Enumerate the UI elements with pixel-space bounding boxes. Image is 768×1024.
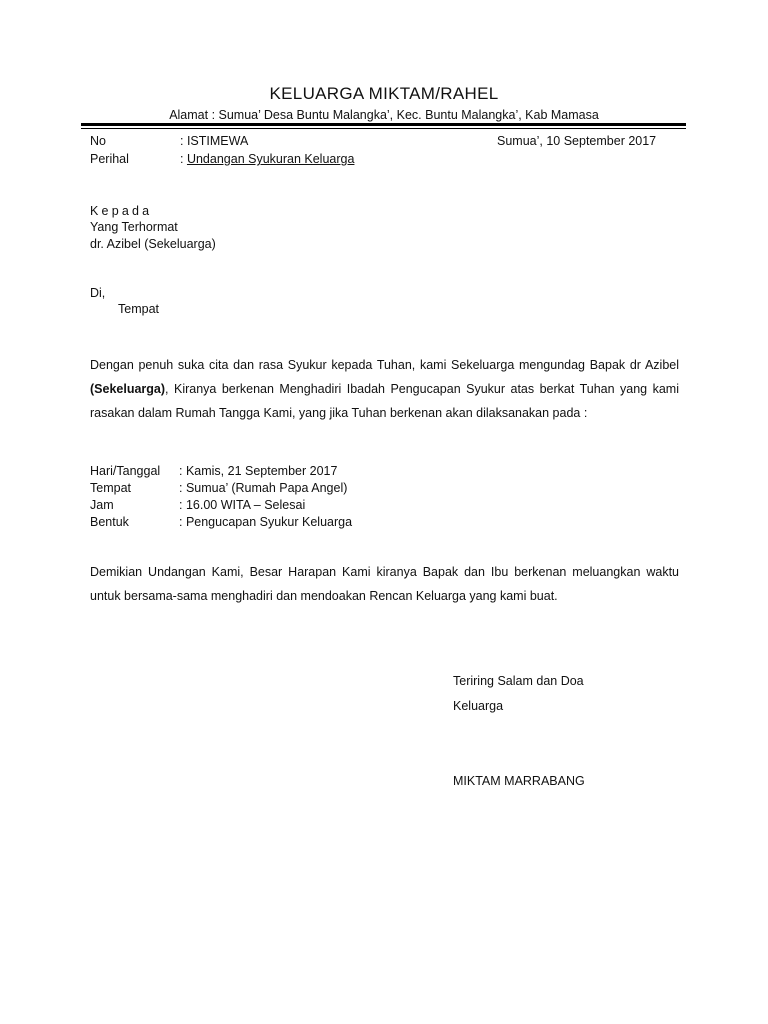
- letterhead-org-name: KELUARGA MIKTAM/RAHEL: [269, 84, 499, 103]
- perihal-label: Perihal: [90, 152, 129, 166]
- letterhead-address: Alamat : Sumua’ Desa Buntu Malangka’, Kec. Buntu Malangka’, Kab Mamasa: [169, 108, 599, 122]
- intro-paragraph: [90, 353, 679, 425]
- perihal-colon: :: [180, 152, 187, 166]
- no-label: No: [90, 134, 106, 148]
- recipient-name: dr. Azibel (Sekeluarga): [90, 237, 216, 251]
- signature-sender: Keluarga: [453, 699, 504, 713]
- no-value: : ISTIMEWA: [180, 134, 249, 148]
- perihal-line: [180, 151, 354, 167]
- detail-label-jam: Jam: [90, 498, 114, 512]
- recipient-honorific: Yang Terhormat: [90, 220, 178, 234]
- detail-label-hari: Hari/Tanggal: [90, 464, 161, 478]
- intro-text-2: , Kiranya berkenan Menghadiri Ibadah Pengucapan Syukur atas berkat Tuhan yang kami rasakan dalam Rumah Tangga Kami, yang jika Tuhan berkenan akan dilaksanakan pada :: [90, 382, 679, 420]
- kepada-label: Kepada: [90, 204, 153, 218]
- perihal-value: Undangan Syukuran Keluarga: [186, 152, 355, 166]
- intro-bold: (Sekeluarga): [90, 382, 166, 396]
- signature-greeting: Teriring Salam dan Doa: [453, 674, 584, 688]
- detail-value-tempat: : Sumua’ (Rumah Papa Angel): [179, 481, 348, 495]
- di-label: Di,: [90, 286, 106, 300]
- detail-value-hari: : Kamis, 21 September 2017: [179, 464, 338, 478]
- detail-label-bentuk: Bentuk: [90, 515, 129, 529]
- letterhead-divider-thick: [81, 123, 686, 126]
- place-date: Sumua’, 10 September 2017: [497, 134, 657, 148]
- detail-label-tempat: Tempat: [90, 481, 131, 495]
- detail-value-bentuk: : Pengucapan Syukur Keluarga: [179, 515, 353, 529]
- letterhead-divider-thin: [81, 128, 686, 129]
- intro-text-1: Dengan penuh suka cita dan rasa Syukur kepada Tuhan, kami Sekeluarga mengundag Bapak dr Azibel: [90, 358, 679, 372]
- signature-name: MIKTAM MARRABANG: [453, 774, 585, 788]
- closing-paragraph: Demikian Undangan Kami, Besar Harapan Kami kiranya Bapak dan Ibu berkenan meluangkan waktu untuk bersama-sama menghadiri dan mendoakan Rencan Keluarga yang kami buat.: [90, 565, 679, 603]
- tempat-label: Tempat: [118, 302, 159, 316]
- detail-value-jam: : 16.00 WITA – Selesai: [179, 498, 306, 512]
